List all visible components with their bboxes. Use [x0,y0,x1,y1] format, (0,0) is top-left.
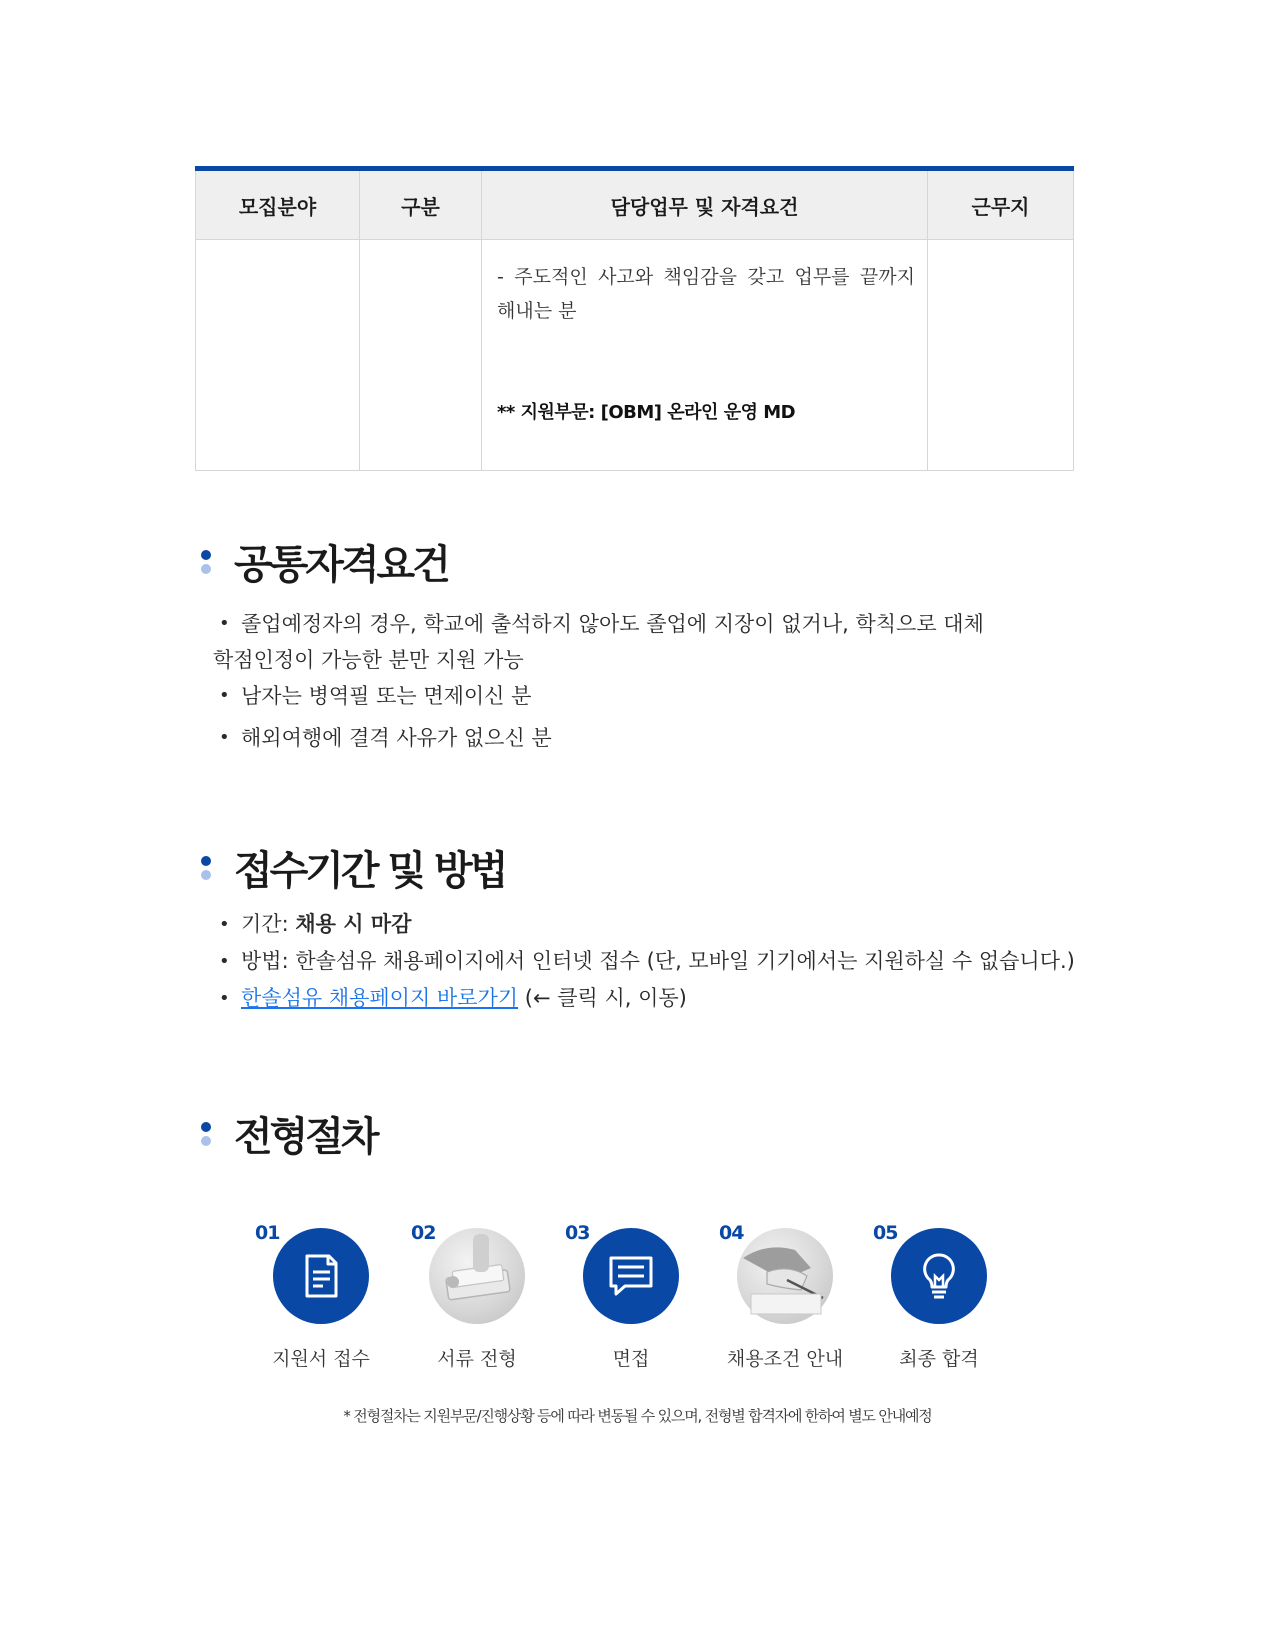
heading-dots-icon [200,1122,212,1146]
cell-field [196,240,360,471]
step-label: 면접 [612,1348,650,1370]
list-item [215,606,984,642]
period-value: 채용 시 마감 [295,912,412,936]
chat-icon [583,1228,679,1324]
list-item [215,980,1075,1017]
bullet-icon: • [219,914,230,935]
process-step-3 [551,1222,711,1371]
paper-photo-icon [429,1228,525,1324]
cell-category [360,240,482,471]
link-hint-text: (← 클릭 시, 이동) [518,986,687,1010]
list-item-continuation: 학점인정이 가능한 분만 지원 가능 [213,648,524,672]
period-label: 기간: [241,912,296,936]
process-step-4 [705,1222,865,1371]
process-step-2 [397,1222,557,1371]
list-item-text: 졸업예정자의 경우, 학교에 출석하지 않아도 졸업에 지장이 없거나, 학칙으로 대체 [241,612,984,636]
header-duties: 담당업무 및 자격요건 [482,169,928,240]
method-text: 방법: 한솔섬유 채용페이지에서 인터넷 접수 (단, 모바일 기기에서는 지원하실 수 없습니다.) [241,949,1075,973]
step-number: 04 [719,1222,744,1244]
cell-duties [482,240,928,471]
bullet-icon: • [219,727,230,748]
bullet-icon: • [219,613,230,634]
lightbulb-icon [891,1228,987,1324]
section-heading-process [200,1105,377,1162]
header-field: 모집분야 [196,169,360,240]
cell-location [928,240,1074,471]
step-label: 채용조건 안내 [726,1348,844,1370]
step-label: 지원서 접수 [272,1348,370,1370]
heading-dots-icon [200,856,212,880]
section-title-common: 공통자격요건 [234,542,448,588]
document-icon [273,1228,369,1324]
handshake-photo-icon [737,1228,833,1324]
process-note: * 전형절차는 지원부문/진행상황 등에 따라 변동될 수 있으며, 전형별 합격자에 한하여 별도 안내예정 [343,1407,932,1425]
bullet-icon: • [219,685,230,706]
recruitment-table [195,166,1074,471]
heading-dots-icon [200,550,212,574]
step-label: 최종 합격 [899,1348,979,1370]
list-item-text: 해외여행에 결격 사유가 없으신 분 [241,726,552,750]
section-heading-apply [200,839,505,896]
careers-page-link[interactable]: 한솔섬유 채용페이지 바로가기 [241,986,519,1010]
duty-text-line1: - 주도적인 사고와 책임감을 갖고 업무를 끝까지 [497,266,915,288]
step-label: 서류 전형 [437,1348,517,1370]
step-number: 02 [411,1222,436,1244]
list-item-text: 남자는 병역필 또는 면제이신 분 [241,684,532,708]
section-title-apply: 접수기간 및 방법 [234,848,506,894]
table-header-row [196,169,1074,240]
bullet-icon: • [219,988,230,1009]
step-number: 05 [873,1222,898,1244]
section-title-process: 전형절차 [234,1114,377,1160]
step-number: 01 [255,1222,280,1244]
apply-list [215,906,1075,1017]
bullet-icon: • [219,951,230,972]
header-category: 구분 [360,169,482,240]
list-item [215,720,984,756]
process-step-5 [859,1222,1019,1371]
section-heading-common [200,533,448,590]
header-location: 근무지 [928,169,1074,240]
list-item [215,678,984,714]
step-number: 03 [565,1222,590,1244]
duty-text-line2: 해내는 분 [497,300,577,322]
common-requirements-list [215,606,984,756]
list-item [215,943,1075,980]
duty-apply-division: ** 지원부문: [OBM] 온라인 운영 MD [497,402,796,423]
process-step-1 [241,1222,401,1371]
list-item [215,906,1075,943]
table-row [196,240,1074,471]
